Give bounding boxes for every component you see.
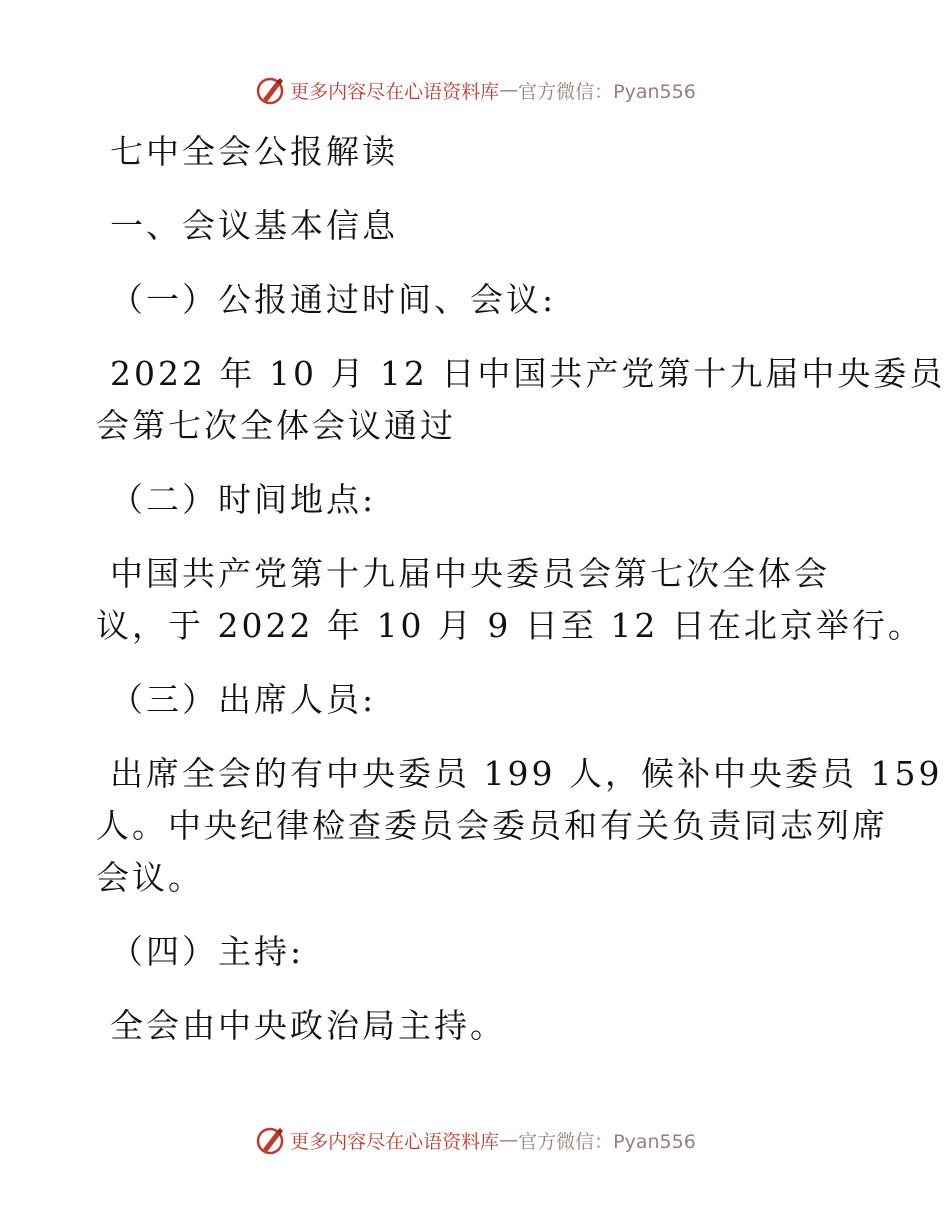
paragraph-line: 会议。 <box>96 858 204 897</box>
watermark-suffix: 官方微信：Pyan556 <box>518 1130 696 1153</box>
paragraph-line: 会第七次全体会议通过 <box>96 406 456 445</box>
section-heading: 一、会议基本信息 <box>110 206 398 245</box>
pen-logo-icon <box>254 1124 286 1156</box>
document-title: 七中全会公报解读 <box>110 132 398 171</box>
watermark-footer <box>0 1120 950 1160</box>
paragraph-line: 中国共产党第十九届中央委员会第七次全体会 <box>110 554 830 593</box>
subsection-heading: （四）主持: <box>110 932 305 971</box>
watermark-dash: — <box>499 1129 519 1151</box>
watermark-prefix: 更多内容尽在心语资料库 <box>290 80 500 103</box>
subsection-heading: （三）出席人员: <box>110 680 377 719</box>
paragraph-line: 议，于 2022 年 10 月 9 日至 12 日在北京举行。 <box>96 606 924 645</box>
watermark-prefix: 更多内容尽在心语资料库 <box>290 1130 500 1153</box>
subsection-heading: （一）公报通过时间、会议: <box>110 280 557 319</box>
pen-logo-icon <box>254 74 286 106</box>
paragraph-line: 出席全会的有中央委员 199 人，候补中央委员 159 <box>110 754 943 793</box>
paragraph-line: 全会由中央政治局主持。 <box>110 1006 506 1045</box>
watermark-suffix: 官方微信：Pyan556 <box>518 80 696 103</box>
document-body <box>96 126 946 1052</box>
subsection-heading: （二）时间地点: <box>110 480 377 519</box>
watermark-header <box>0 70 950 110</box>
paragraph-line: 人。中央纪律检查委员会委员和有关负责同志列席 <box>96 806 888 845</box>
watermark-dash: — <box>499 79 519 101</box>
paragraph-line: 2022 年 10 月 12 日中国共产党第十九届中央委员 <box>110 354 946 393</box>
